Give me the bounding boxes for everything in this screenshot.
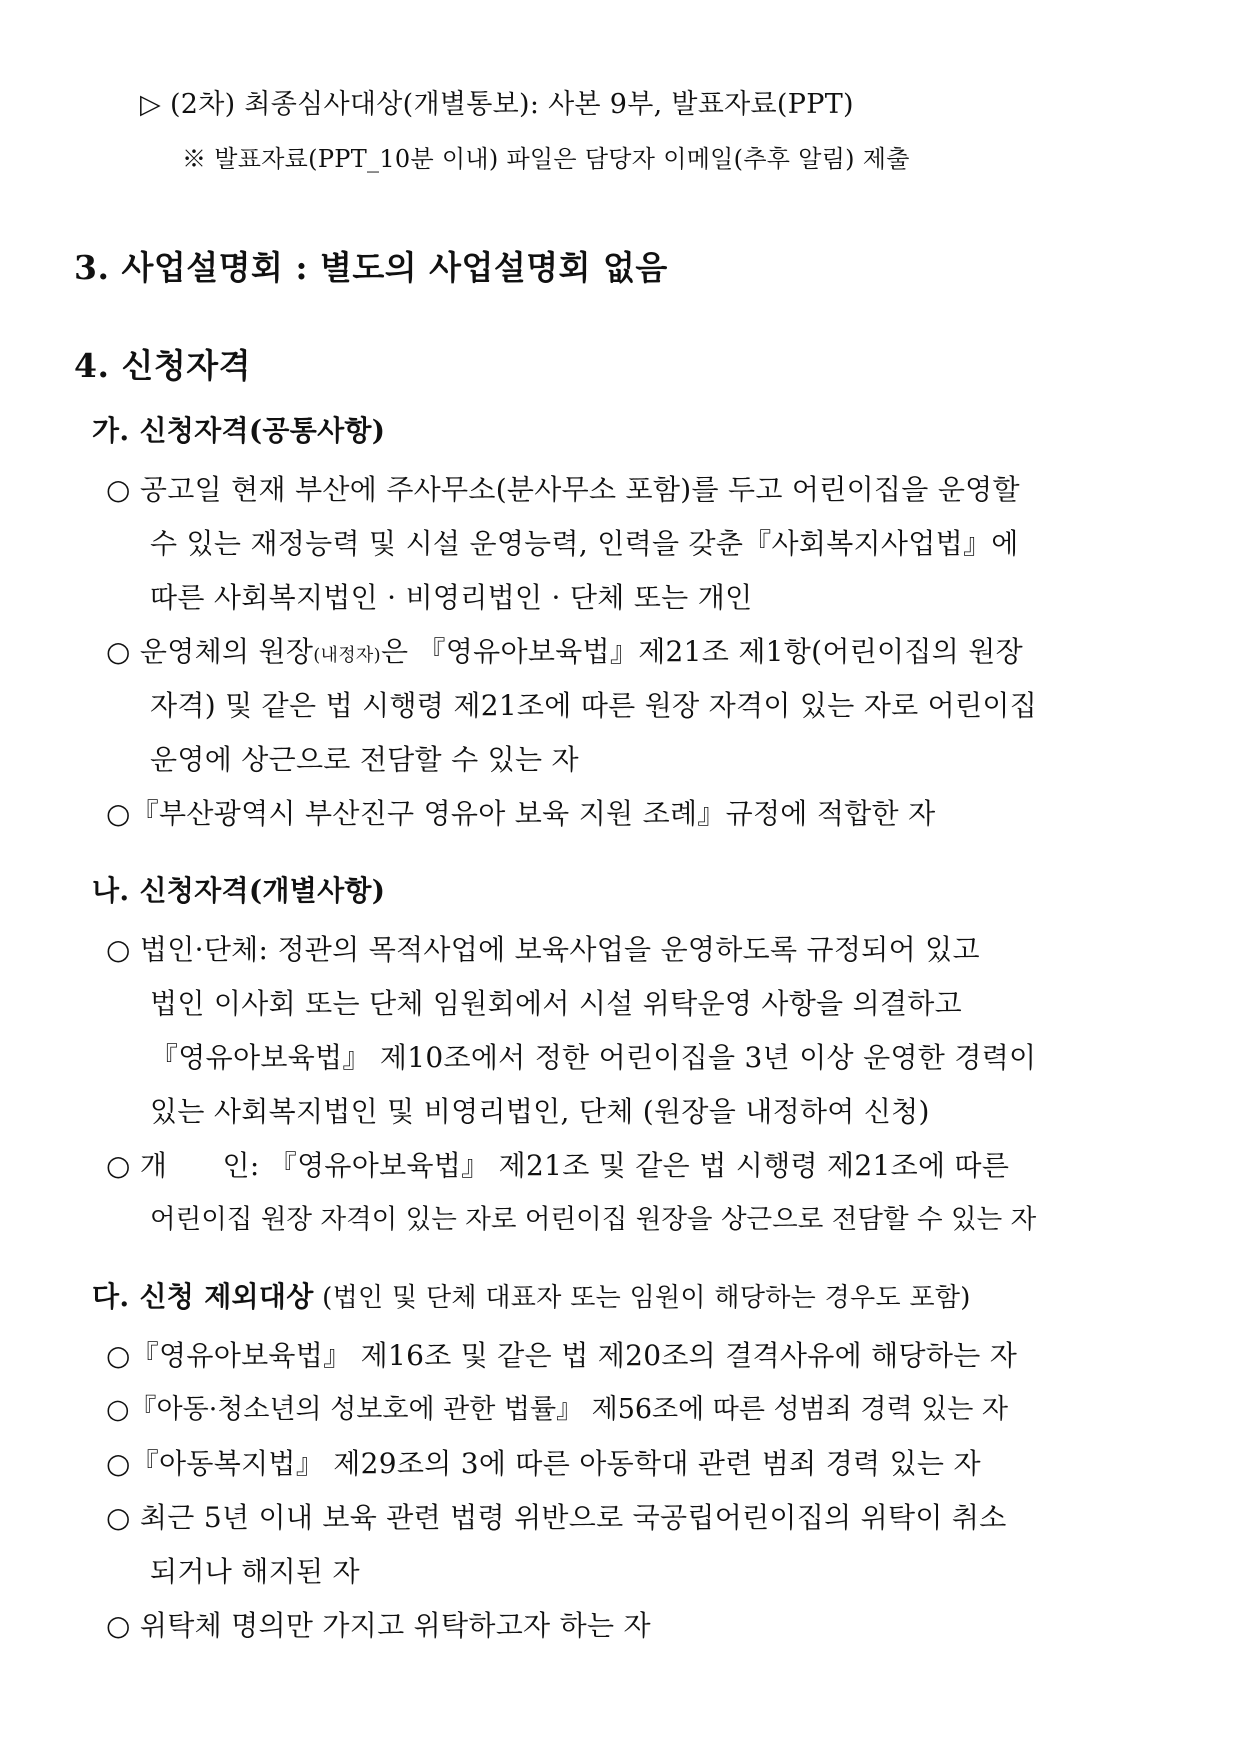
ga-item-2-line-2: 자격) 및 같은 법 시행령 제21조에 따른 원장 자격이 있는 자로 어린이집 — [150, 689, 1038, 722]
ga-item-2-text-pre: ○ 운영체의 원장 — [106, 635, 314, 668]
da-item-1: ○『영유아보육법』 제16조 및 같은 법 제20조의 결격사유에 해당하는 자 — [106, 1339, 1018, 1372]
na-item-1-line-4: 있는 사회복지법인 및 비영리법인, 단체 (원장을 내정하여 신청) — [150, 1095, 930, 1128]
na-item-1-line-2: 법인 이사회 또는 단체 임원회에서 시설 위탁운영 사항을 의결하고 — [150, 987, 963, 1020]
ga-item-1-line-1: ○ 공고일 현재 부산에 주사무소(분사무소 포함)를 두고 어린이집을 운영할 — [106, 473, 1020, 506]
subsection-heading-da — [92, 1280, 971, 1315]
ga-item-1-line-3: 따른 사회복지법인 · 비영리법인 · 단체 또는 개인 — [150, 581, 753, 614]
da-heading-note: (법인 및 단체 대표자 또는 임원이 해당하는 경우도 포함) — [313, 1283, 971, 1313]
na-item-1-line-1: ○ 법인·단체: 정관의 목적사업에 보육사업을 운영하도록 규정되어 있고 — [106, 933, 980, 966]
da-heading-bold: 다. 신청 제외대상 — [92, 1280, 314, 1313]
da-item-3: ○『아동복지법』 제29조의 3에 따른 아동학대 관련 범죄 경력 있는 자 — [106, 1447, 981, 1480]
ga-item-2-line-3: 운영에 상근으로 전담할 수 있는 자 — [150, 743, 579, 776]
ga-item-1-line-2: 수 있는 재정능력 및 시설 운영능력, 인력을 갖춘『사회복지사업법』에 — [150, 527, 1019, 560]
submission-item-final-review: ▷ (2차) 최종심사대상(개별통보): 사본 9부, 발표자료(PPT) — [140, 89, 854, 120]
da-item-4-line-1: ○ 최근 5년 이내 보육 관련 법령 위반으로 국공립어린이집의 위탁이 취소 — [106, 1501, 1007, 1534]
da-item-4-line-2: 되거나 해지된 자 — [150, 1555, 360, 1588]
note-presentation-file: ※ 발표자료(PPT_10분 이내) 파일은 담당자 이메일(추후 알림) 제출 — [182, 145, 910, 173]
ga-item-2-text-post: 은 『영유아보육법』제21조 제1항(어린이집의 원장 — [380, 635, 1023, 668]
da-item-5: ○ 위탁체 명의만 가지고 위탁하고자 하는 자 — [106, 1609, 651, 1642]
na-item-2-line-1: ○ 개 인: 『영유아보육법』 제21조 및 같은 법 시행령 제21조에 따른 — [106, 1149, 1010, 1182]
ga-item-3: ○『부산광역시 부산진구 영유아 보육 지원 조례』규정에 적합한 자 — [106, 797, 936, 830]
subsection-heading-ga: 가. 신청자격(공통사항) — [92, 414, 386, 447]
ga-item-2-text-small: (내정자) — [313, 645, 381, 666]
na-item-2-line-2: 어린이집 원장 자격이 있는 자로 어린이집 원장을 상근으로 전담할 수 있는 자 — [150, 1204, 1037, 1235]
na-item-1-line-3: 『영유아보육법』 제10조에서 정한 어린이집을 3년 이상 운영한 경력이 — [150, 1041, 1037, 1074]
da-item-2: ○『아동·청소년의 성보호에 관한 법률』 제56조에 따른 성범죄 경력 있는 자 — [106, 1394, 1008, 1425]
ga-item-2-line-1 — [106, 635, 1023, 673]
section-heading-3: 3. 사업설명회 : 별도의 사업설명회 없음 — [74, 248, 668, 287]
section-heading-4: 4. 신청자격 — [74, 346, 251, 385]
subsection-heading-na: 나. 신청자격(개별사항) — [92, 874, 386, 907]
